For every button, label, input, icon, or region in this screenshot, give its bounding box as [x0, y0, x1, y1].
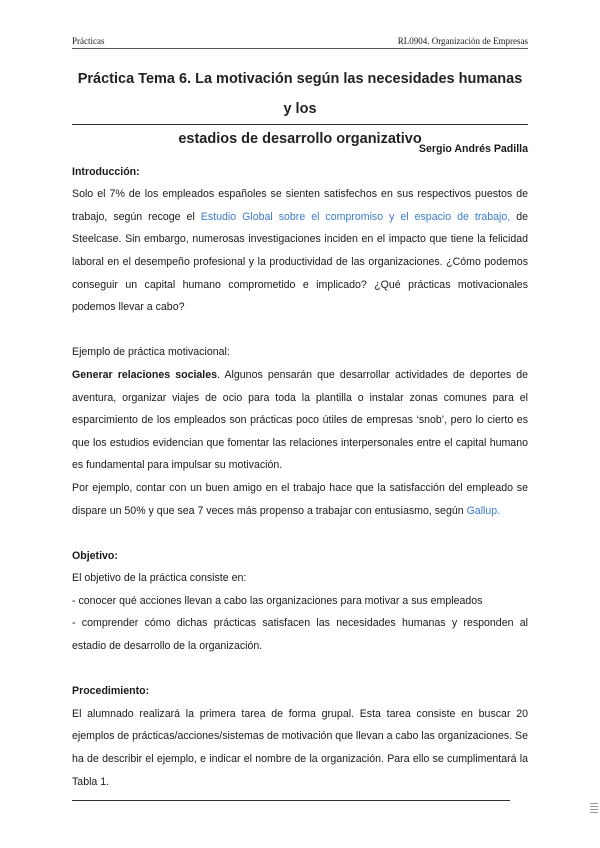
steelcase-study-link[interactable]: Estudio Global sobre el compromiso y el espacio de trabajo,: [200, 210, 511, 223]
example-text-1: . Algunos pensarán que desarrollar actividades de deportes de aventura, organizar viajes de ocio para toda la plantilla o instalar zonas comunes para el esparcimiento de los empleados son prácticas poco útiles de empresas ‘snob’, pero lo cierto es que los estudios evidencian que fomentar las relaciones interpersonales entre el capital humano es fundamental para impulsar su motivación.: [72, 368, 528, 472]
title-line-1: Práctica Tema 6. La motivación según las necesidades humanas y los: [77, 71, 523, 117]
objective-intro: El objetivo de la práctica consiste en:: [72, 572, 247, 585]
example-paragraph-1: [72, 364, 528, 477]
footer-divider: [72, 800, 510, 801]
example-paragraph-2: [72, 477, 528, 522]
document-body: [72, 138, 528, 793]
gallup-link[interactable]: Gallup.: [466, 504, 501, 517]
example-text-2: Por ejemplo, contar con un buen amigo en el trabajo hace que la satisfacción del empleado se dispare un 50% y que sea 7 veces más propenso a trabajar con entusiasmo, según: [72, 481, 528, 517]
objective-item-1: - conocer qué acciones llevan a cabo las organizaciones para motivar a sus empleados: [72, 594, 483, 607]
page-header: [72, 34, 528, 49]
intro-text-1: Solo el 7% de los empleados españoles se sienten satisfechos en sus respectivos puestos de trabajo, según recoge el: [72, 188, 528, 223]
spacer: [72, 522, 528, 545]
procedure-heading: Procedimiento:: [72, 685, 150, 698]
example-heading: Ejemplo de práctica motivacional:: [72, 346, 230, 359]
example-bold-lead: Generar relaciones sociales: [72, 368, 218, 381]
procedure-paragraph: El alumnado realizará la primera tarea de forma grupal. Esta tarea consiste en buscar 20 ejemplos de prácticas/acciones/sistemas de motivación que llevan a cabo las organizaciones. Se ha de describir el ejemplo, e indicar el nombre de la organización. Para ello se cumplimentará la Tabla 1.: [72, 707, 528, 788]
page-lines-icon: [590, 803, 598, 815]
objective-item-2: - comprender cómo dichas prácticas satisfacen las necesidades humanas y responden al estadio de desarrollo de la organización.: [72, 617, 528, 653]
header-left: Prácticas: [72, 36, 105, 46]
title-divider: [72, 124, 528, 125]
intro-text-2: de Steelcase. Sin embargo, numerosas investigaciones inciden en el impacto que tiene la felicidad laboral en el desempeño profesional y la productividad de las organizaciones. ¿Cómo podemos conseguir un capital humano comprometido e implicado? ¿Qué prácticas motivacionales podemos llevar a cabo?: [72, 210, 529, 314]
intro-paragraph: [72, 183, 528, 319]
title-line-2: estadios de desarrollo organizativo: [178, 131, 422, 147]
spacer: [72, 658, 528, 681]
author-name: Sergio Andrés Padilla: [418, 143, 528, 155]
header-right: RL0904. Organización de Empresas: [397, 36, 528, 46]
intro-heading: Introducción:: [72, 165, 140, 178]
objective-heading: Objetivo:: [72, 549, 118, 562]
spacer: [72, 319, 528, 342]
